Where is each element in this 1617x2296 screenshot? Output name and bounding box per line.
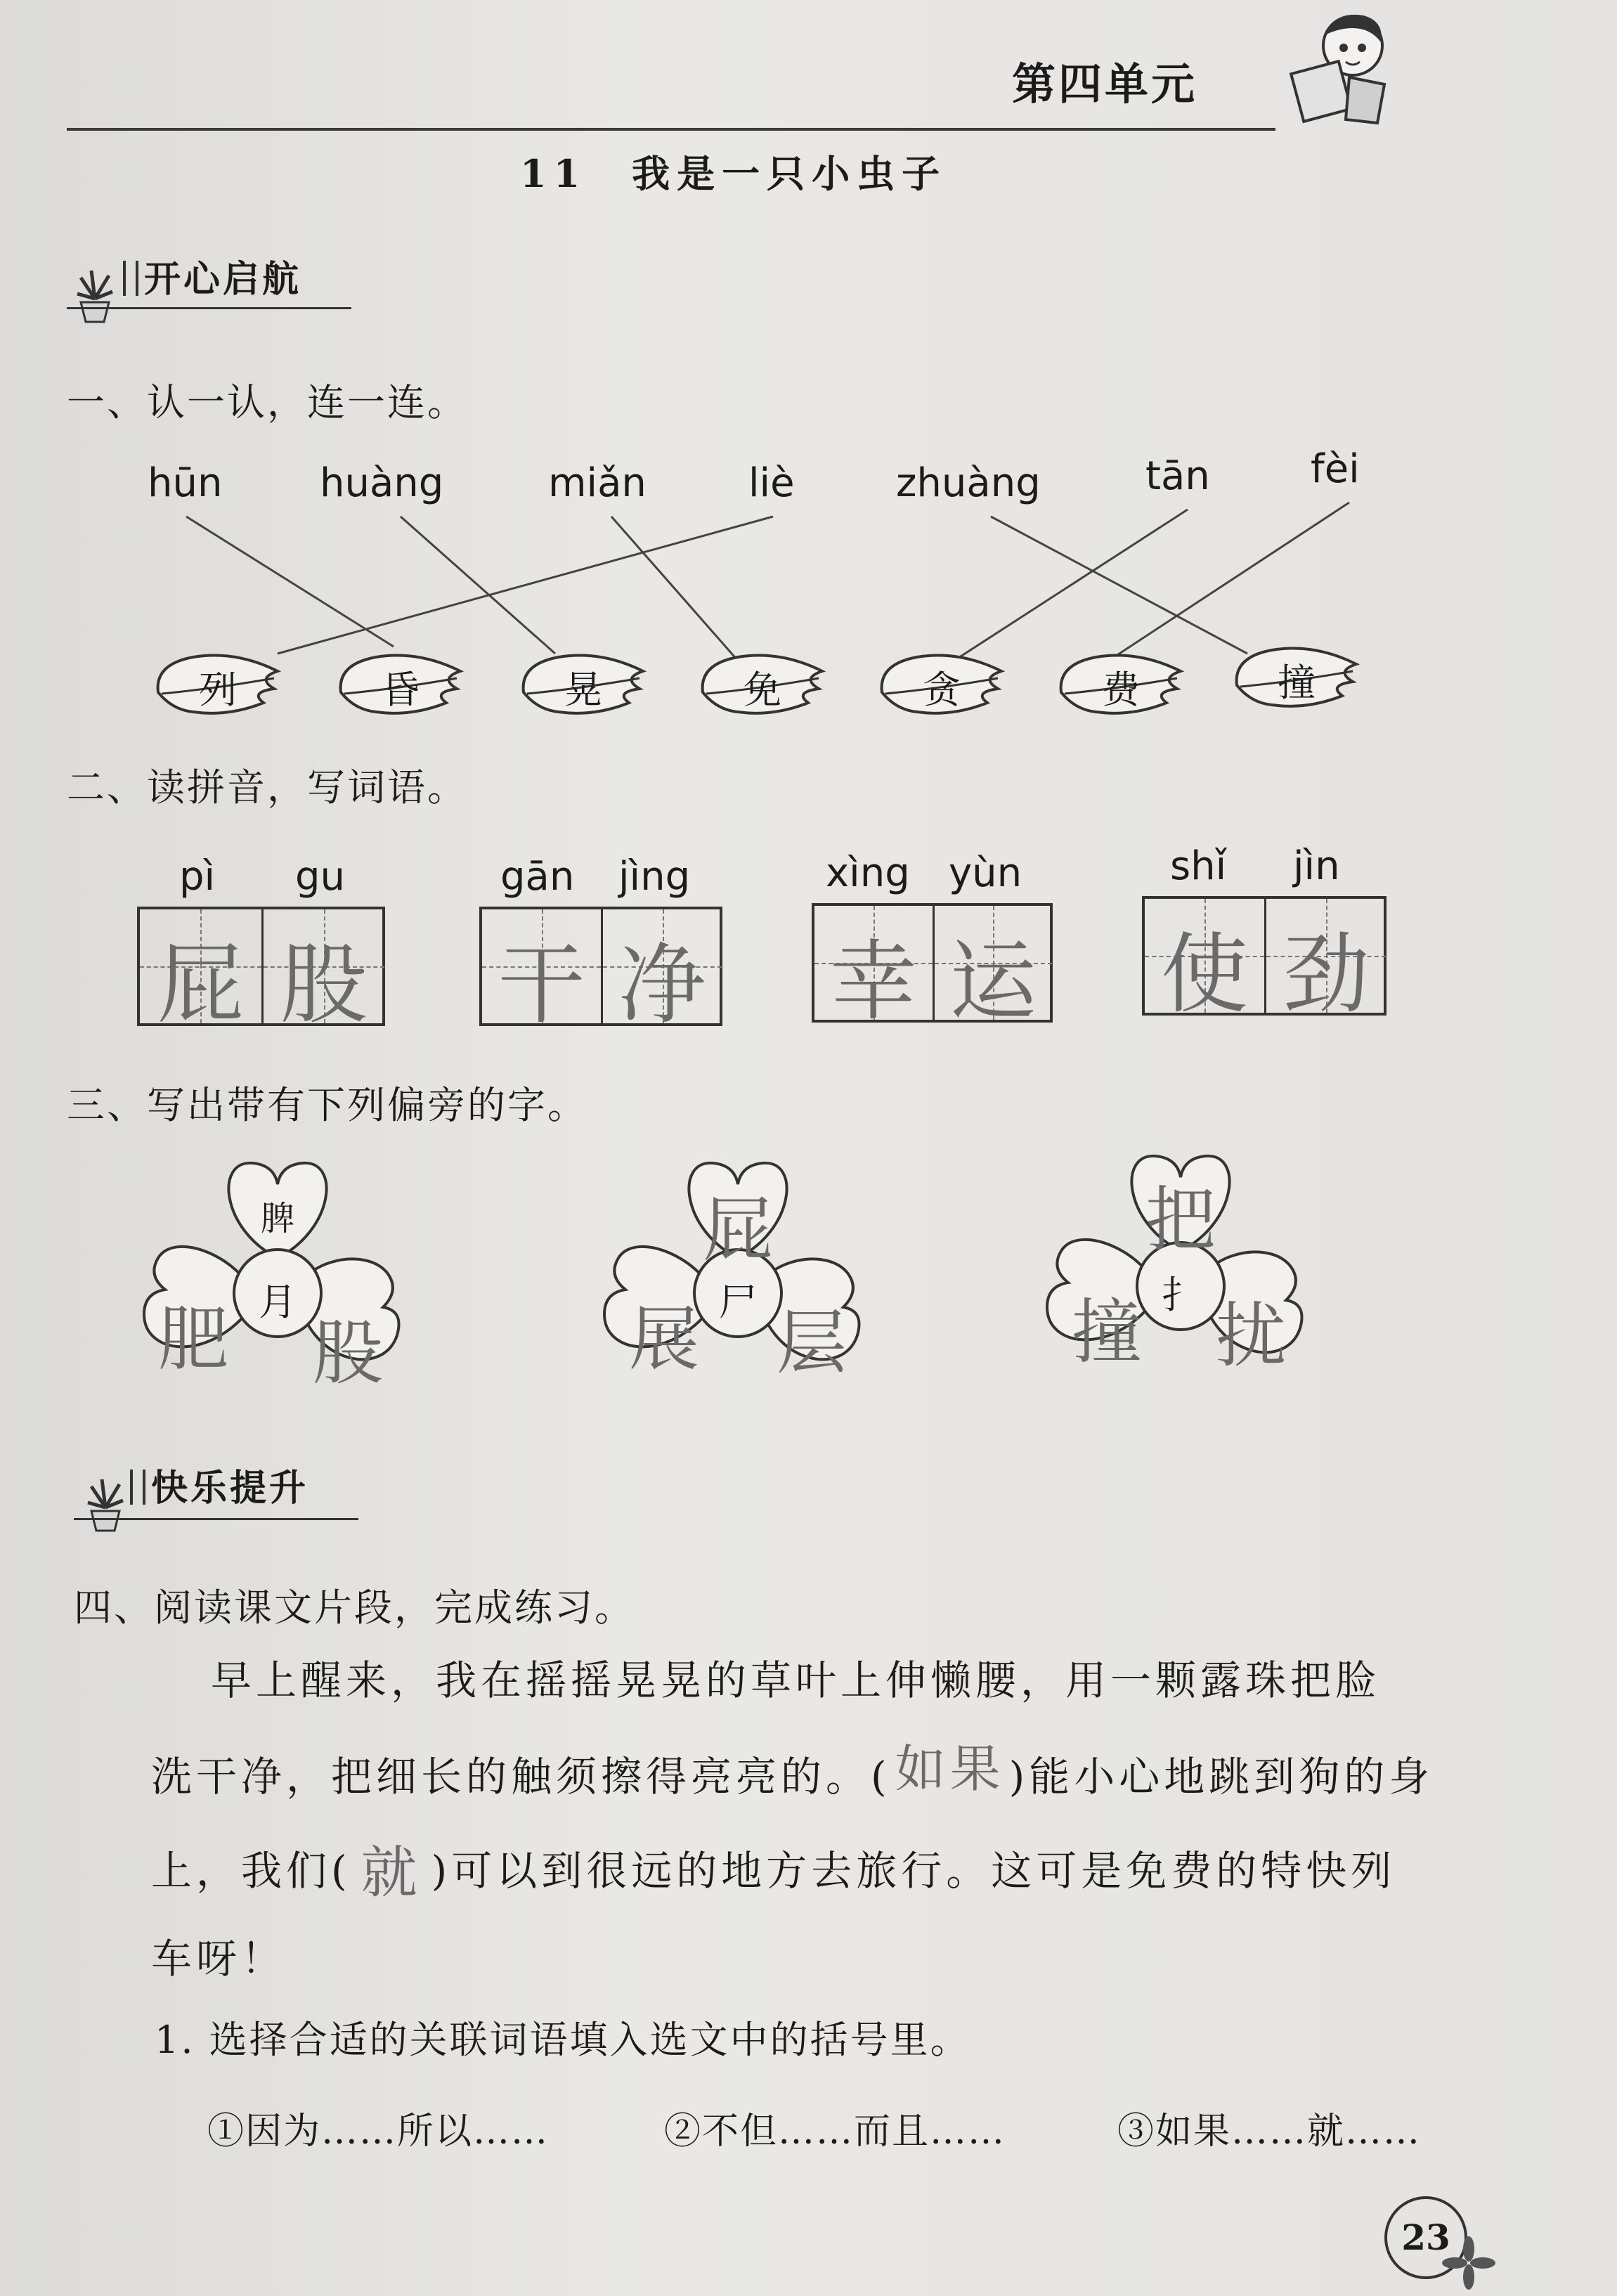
handwritten-top-char: 把 (1145, 1179, 1216, 1261)
pinyin-syllable: jìng (618, 854, 691, 900)
passage-line-3 (151, 1820, 1396, 1917)
grid-cell (814, 906, 933, 1032)
handwritten-char: 使 (1160, 924, 1248, 1025)
option-1: ①因为……所以…… (207, 2110, 550, 2153)
leaf-char-1 (151, 650, 285, 718)
question-3-title: 三、写出带有下列偏旁的字。 (67, 1083, 587, 1127)
leaf-char-6 (1054, 650, 1188, 718)
handwritten-char: 干 (498, 935, 585, 1036)
petal-top-char: 脾 (260, 1199, 294, 1238)
leaf-label: 晃 (564, 668, 602, 712)
handwritten-top-char: 屁 (703, 1189, 773, 1271)
pinyin-syllable: yùn (949, 850, 1022, 896)
passage-text: 上，我们( (151, 1847, 351, 1895)
handwritten-right-char: 扰 (1216, 1295, 1286, 1377)
section-label: 开心启航 (144, 259, 302, 301)
passage-text: )能小心地跳到狗的身 (1008, 1753, 1434, 1801)
radical-flower-3 (1040, 1146, 1321, 1399)
writing-grid-2[interactable] (479, 907, 722, 1036)
passage-line-2 (151, 1727, 1434, 1823)
radical-flower-1 (137, 1153, 418, 1406)
pinyin-1: hūn (148, 460, 223, 506)
passage-line-4: 车呀！ (151, 1935, 287, 1983)
passage-line-1: 早上醒来，我在摇摇晃晃的草叶上伸懒腰，用一颗露珠把脸 (211, 1656, 1381, 1704)
leaf-label: 列 (199, 668, 237, 712)
handwritten-left-char: 撞 (1072, 1291, 1142, 1373)
lesson-title: 11 我是一只小虫子 (520, 151, 947, 196)
writing-grid-4[interactable] (1142, 896, 1387, 1025)
unit-title: 第四单元 (1012, 58, 1198, 110)
pinyin-2: huàng (320, 460, 444, 506)
handwritten-char: 劲 (1282, 924, 1370, 1025)
writing-grid-3[interactable] (812, 903, 1053, 1032)
pinyin-syllable: shǐ (1170, 843, 1227, 889)
pinyin-4: liè (748, 460, 795, 506)
sub-question-1: 1. 选择合适的关联词语填入选文中的括号里。 (155, 2018, 970, 2062)
handwritten-char: 幸 (829, 931, 917, 1032)
writing-grid-1[interactable] (137, 907, 385, 1036)
pinyin-syllable: pì (179, 854, 216, 900)
grid-cell (933, 906, 1053, 1032)
section-header-2 (130, 1458, 309, 1511)
grid-cell (140, 909, 261, 1036)
leaf-label: 昏 (382, 668, 420, 712)
handwritten-right-char: 股 (313, 1312, 383, 1394)
pinyin-syllable: gān (500, 854, 575, 900)
pinyin-syllable: xìng (826, 850, 910, 896)
radical-center: 月 (259, 1280, 297, 1324)
handwritten-right-char: 层 (777, 1302, 847, 1384)
question-1-title: 一、认一认，连一连。 (67, 380, 467, 424)
passage-text: 洗干净，把细长的触须擦得亮亮的。( (151, 1753, 891, 1801)
handwritten-char: 股 (280, 935, 368, 1036)
handwritten-char: 屁 (157, 935, 245, 1036)
handwritten-left-char: 肥 (158, 1298, 228, 1380)
pinyin-syllable: jìn (1293, 843, 1340, 889)
grid-cell (1145, 899, 1264, 1025)
leaf-label: 费 (1102, 668, 1140, 712)
section-label: 快乐提升 (151, 1467, 309, 1510)
leaf-label: 贪 (923, 668, 961, 712)
grid-cell (482, 909, 601, 1036)
option-3: ③如果……就…… (1117, 2110, 1422, 2153)
handwritten-char: 净 (618, 935, 706, 1036)
handwritten-left-char: 展 (629, 1298, 699, 1380)
radical-center: 扌 (1162, 1273, 1200, 1317)
section-underline (74, 1518, 358, 1520)
question-2-title: 二、读拼音，写词语。 (67, 765, 467, 810)
radical-flower-2 (597, 1153, 878, 1406)
handwritten-answer-2: 就 (361, 1840, 422, 1905)
pinyin-7: fèi (1311, 446, 1360, 492)
grid-cell (1264, 899, 1386, 1025)
leaf-label: 撞 (1278, 661, 1316, 705)
grid-cell (601, 909, 722, 1036)
potted-plant-icon (81, 1476, 130, 1532)
grid-cell (261, 909, 385, 1036)
pinyin-5: zhuàng (896, 460, 1041, 506)
passage-text: )可以到很远的地方去旅行。这可是免费的特快列 (431, 1847, 1396, 1895)
pinyin-6: tān (1145, 453, 1210, 499)
leaf-char-4 (696, 650, 829, 718)
leaf-char-7 (1230, 643, 1363, 711)
leaf-char-2 (334, 650, 467, 718)
pinyin-syllable: gu (295, 854, 346, 900)
bookmark-icon (130, 1470, 145, 1505)
leaf-char-3 (517, 650, 650, 718)
page-number: 23 (1384, 2196, 1467, 2279)
handwritten-char: 运 (949, 931, 1037, 1032)
handwritten-answer-1: 如果 (895, 1739, 1005, 1798)
option-2: ②不但……而且…… (664, 2110, 1006, 2153)
question-4-title: 四、阅读课文片段，完成练习。 (74, 1585, 635, 1630)
leaf-label: 免 (743, 668, 781, 712)
leaf-char-5 (875, 650, 1008, 718)
pinyin-3: miǎn (548, 460, 647, 506)
flower-ornament-icon (1441, 2235, 1497, 2291)
radical-center: 尸 (719, 1280, 757, 1324)
